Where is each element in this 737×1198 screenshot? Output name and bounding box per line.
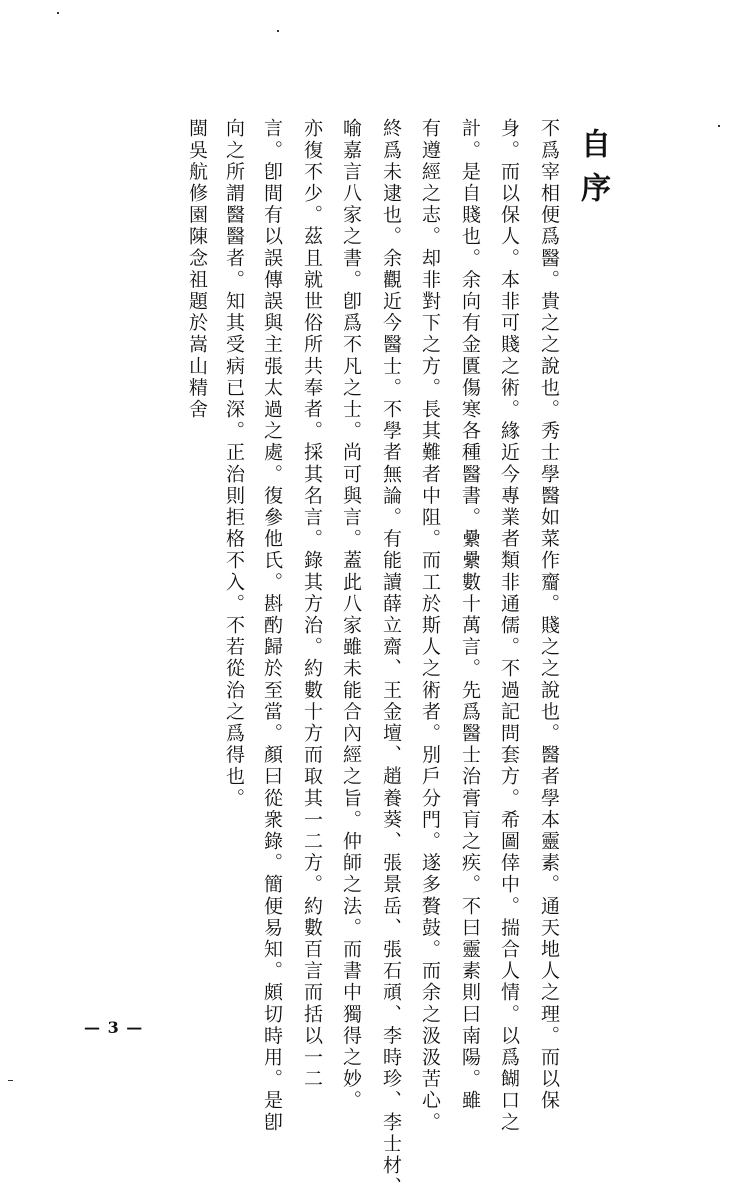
page-number: — 3 —: [84, 1018, 144, 1037]
text-column-8: 言。卽間有以誤傳誤與主張太過之處。復參他氏。斟酌歸於至當。顏曰從衆錄。簡便易知。頗切時用。是卽: [261, 118, 283, 1134]
text-column-3: 計。是自賤也。余向有金匱傷寒各種醫書。纍纍數十萬言。先爲醫士治膏肓之疾。不曰靈素則曰南陽。雖: [459, 118, 481, 1112]
page-title: 自序: [575, 128, 610, 216]
text-column-4: 有遵經之志。却非對下之方。長其難者中阻。而工於斯人之術者。別戶分門。遂多贅鼓。而余之汲汲苦心。: [419, 118, 441, 1134]
scan-speck: [8, 1080, 13, 1081]
text-column-5: 終爲未逮也。余觀近今醫士。不學者無論。有能讀薛立齋、王金壇、趙養葵、張景岳、張石頑、李時珍、李士材、: [380, 118, 402, 1198]
scan-speck: [277, 30, 279, 32]
scan-speck: [57, 12, 59, 14]
text-column-9: 向之所謂醫醫者。知其受病已深。正治則拒格不入。不若從治之爲得也。: [223, 118, 245, 810]
text-column-6: 喻嘉言八家之書。卽爲不凡之士。尚可與言。蓋此八家雖未能合內經之旨。仲師之法。而書中獨得之妙。: [340, 118, 362, 1112]
signature-column: 閩吳航修園陳念祖題於嵩山精舍: [186, 118, 208, 421]
text-column-2: 身。而以保人。本非可賤之術。緣近今專業者類非通儒。不過記問套方。希圖倖中。揣合人情。以爲餬口之: [498, 118, 520, 1134]
text-column-7: 亦復不少。茲且就世俗所共奉者。採其名言。錄其方治。約數十方而取其一二方。約數百言而括以一二: [301, 118, 323, 1090]
text-column-1: 不爲宰相便爲醫。貴之之說也。秀士學醫如菜作齏。賤之之說也。醫者學本靈素。通天地人之理。而以保: [538, 118, 560, 1112]
scan-speck: [718, 125, 720, 127]
